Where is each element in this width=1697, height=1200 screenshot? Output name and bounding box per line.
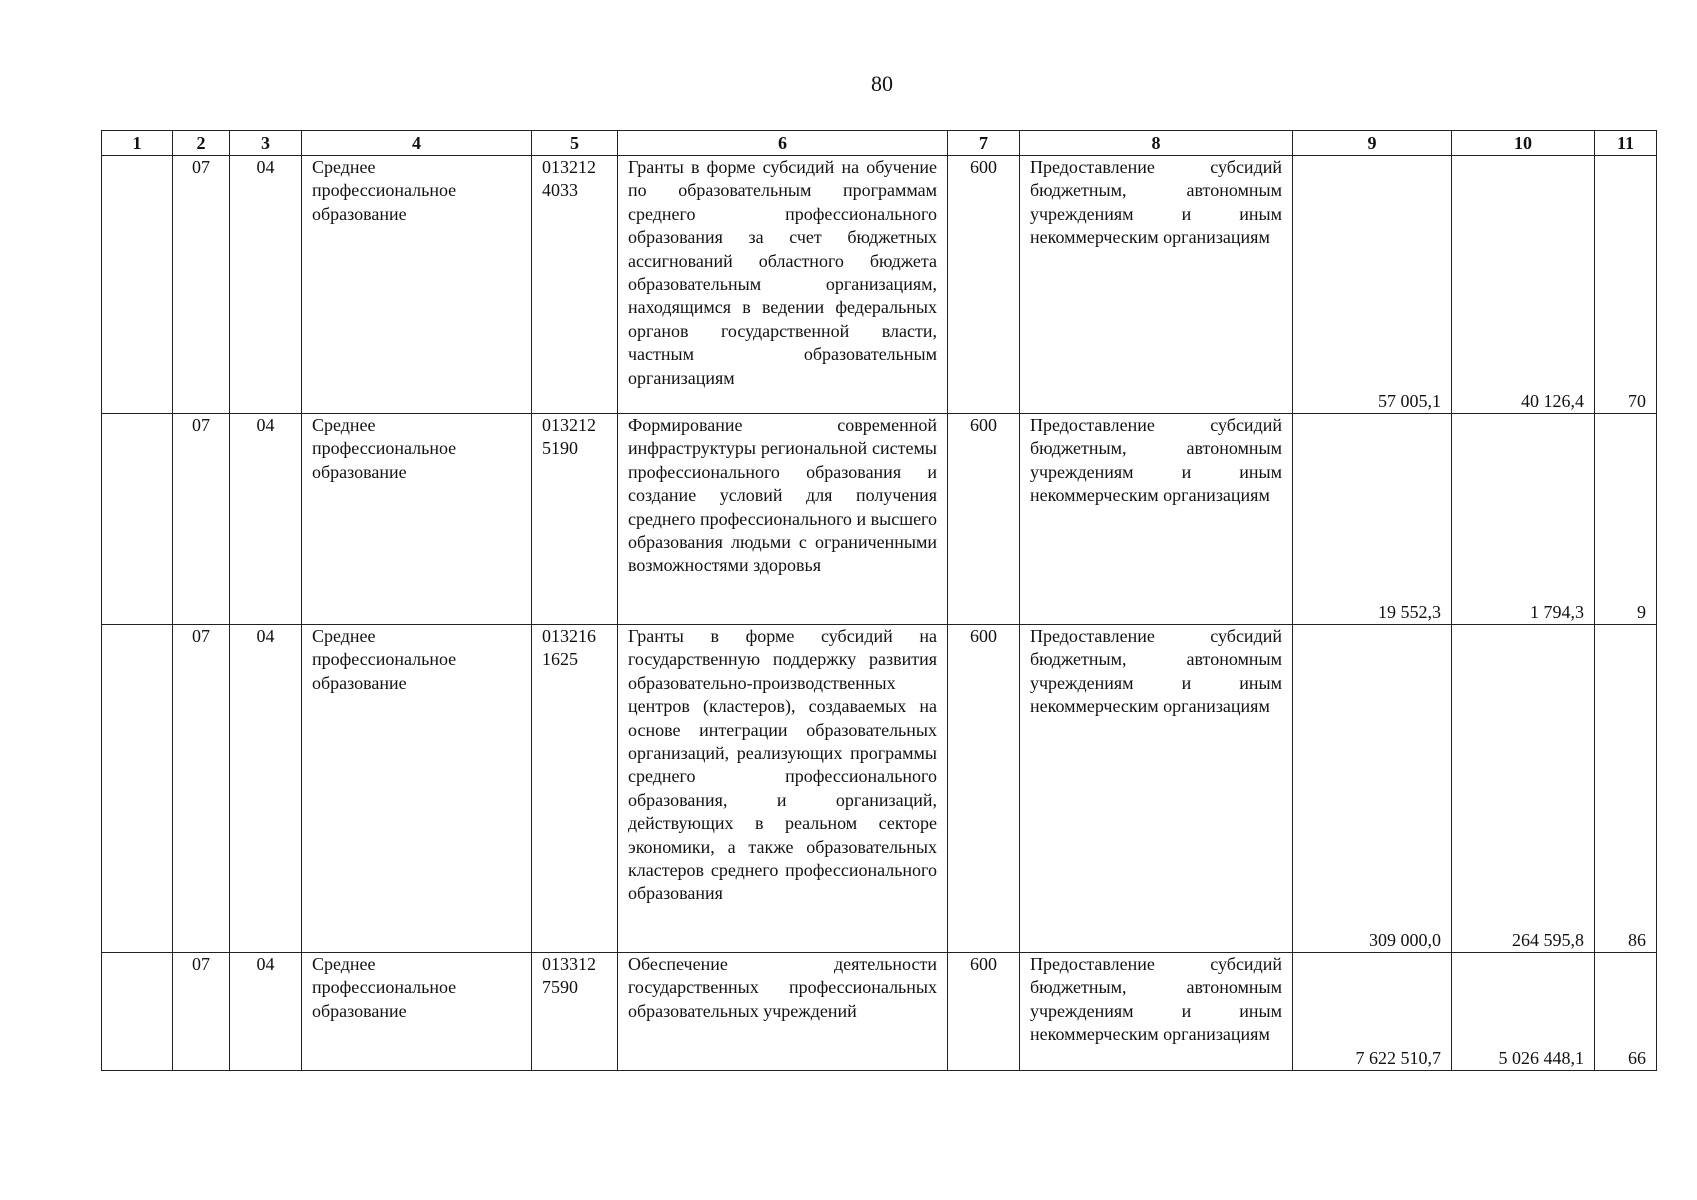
target-purpose: Гранты в форме субсидий на государственную поддержку развития образовательно-производственных центров (кластеров), создаваемых на основе интеграции образовательных организаций, реализующих программы среднего профессионального образования, и организаций, действующих в реальном секторе экономики, а также образовательных кластеров среднего профессионального образования xyxy=(618,625,948,953)
target-code xyxy=(532,953,618,1071)
subsection-name: Среднее профессиональное образование xyxy=(302,625,532,953)
subsection-code: 04 xyxy=(230,953,302,1071)
page-number: 80 xyxy=(871,71,893,96)
target-code-line1: 013212 xyxy=(542,157,596,177)
planned-amount: 19 552,3 xyxy=(1293,414,1452,625)
target-code xyxy=(532,625,618,953)
row-number-cell xyxy=(102,414,173,625)
expense-type-name: Предоставление субсидий бюджетным, автономным учреждениям и иным некоммерческим организациям xyxy=(1020,414,1293,625)
section-code: 07 xyxy=(173,156,230,414)
subsection-code: 04 xyxy=(230,156,302,414)
section-code: 07 xyxy=(173,625,230,953)
target-purpose: Обеспечение деятельности государственных профессиональных образовательных учреждений xyxy=(618,953,948,1071)
execution-percent: 70 xyxy=(1595,156,1657,414)
header-row xyxy=(102,131,1657,156)
target-code-line2: 5190 xyxy=(542,438,578,459)
subsection-code: 04 xyxy=(230,414,302,625)
target-code xyxy=(532,156,618,414)
header-cell-7: 7 xyxy=(948,131,1020,156)
planned-amount: 57 005,1 xyxy=(1293,156,1452,414)
header-cell-3: 3 xyxy=(230,131,302,156)
target-code-line1: 013216 xyxy=(542,626,596,646)
subsection-name: Среднее профессиональное образование xyxy=(302,953,532,1071)
row-number-cell xyxy=(102,625,173,953)
executed-amount: 40 126,4 xyxy=(1452,156,1595,414)
table-row xyxy=(102,156,1657,414)
subsection-name: Среднее профессиональное образование xyxy=(302,414,532,625)
header-cell-10: 10 xyxy=(1452,131,1595,156)
expense-type-code: 600 xyxy=(948,156,1020,414)
header-cell-4: 4 xyxy=(302,131,532,156)
target-code xyxy=(532,414,618,625)
executed-amount: 5 026 448,1 xyxy=(1452,953,1595,1071)
header-cell-11: 11 xyxy=(1595,131,1657,156)
header-cell-1: 1 xyxy=(102,131,173,156)
target-code-line2: 1625 xyxy=(542,649,578,670)
row-number-cell xyxy=(102,156,173,414)
header-cell-2: 2 xyxy=(173,131,230,156)
section-code: 07 xyxy=(173,953,230,1071)
execution-percent: 66 xyxy=(1595,953,1657,1071)
budget-table xyxy=(101,130,1657,1071)
target-purpose: Формирование современной инфраструктуры региональной системы профессионального образования и создание условий для получения среднего профессионального и высшего образования людьми с ограниченными возможностями здоровья xyxy=(618,414,948,625)
section-code: 07 xyxy=(173,414,230,625)
expense-type-name: Предоставление субсидий бюджетным, автономным учреждениям и иным некоммерческим организациям xyxy=(1020,625,1293,953)
planned-amount: 309 000,0 xyxy=(1293,625,1452,953)
execution-percent: 86 xyxy=(1595,625,1657,953)
header-cell-6: 6 xyxy=(618,131,948,156)
header-cell-9: 9 xyxy=(1293,131,1452,156)
execution-percent: 9 xyxy=(1595,414,1657,625)
subsection-name: Среднее профессиональное образование xyxy=(302,156,532,414)
target-code-line1: 013312 xyxy=(542,954,596,974)
expense-type-code: 600 xyxy=(948,625,1020,953)
expense-type-name: Предоставление субсидий бюджетным, автономным учреждениям и иным некоммерческим организациям xyxy=(1020,156,1293,414)
table-row xyxy=(102,625,1657,953)
target-purpose: Гранты в форме субсидий на обучение по образовательным программам среднего профессионального образования за счет бюджетных ассигнований областного бюджета образовательным организациям, находящимся в ведении федеральных органов государственной власти, частным образовательным организациям xyxy=(618,156,948,414)
expense-type-code: 600 xyxy=(948,414,1020,625)
expense-type-code: 600 xyxy=(948,953,1020,1071)
subsection-code: 04 xyxy=(230,625,302,953)
header-cell-8: 8 xyxy=(1020,131,1293,156)
header-cell-5: 5 xyxy=(532,131,618,156)
executed-amount: 1 794,3 xyxy=(1452,414,1595,625)
table-row xyxy=(102,414,1657,625)
executed-amount: 264 595,8 xyxy=(1452,625,1595,953)
table-row xyxy=(102,953,1657,1071)
target-code-line2: 7590 xyxy=(542,977,578,998)
target-code-line2: 4033 xyxy=(542,180,578,201)
target-code-line1: 013212 xyxy=(542,415,596,435)
planned-amount: 7 622 510,7 xyxy=(1293,953,1452,1071)
row-number-cell xyxy=(102,953,173,1071)
expense-type-name: Предоставление субсидий бюджетным, автономным учреждениям и иным некоммерческим организациям xyxy=(1020,953,1293,1071)
